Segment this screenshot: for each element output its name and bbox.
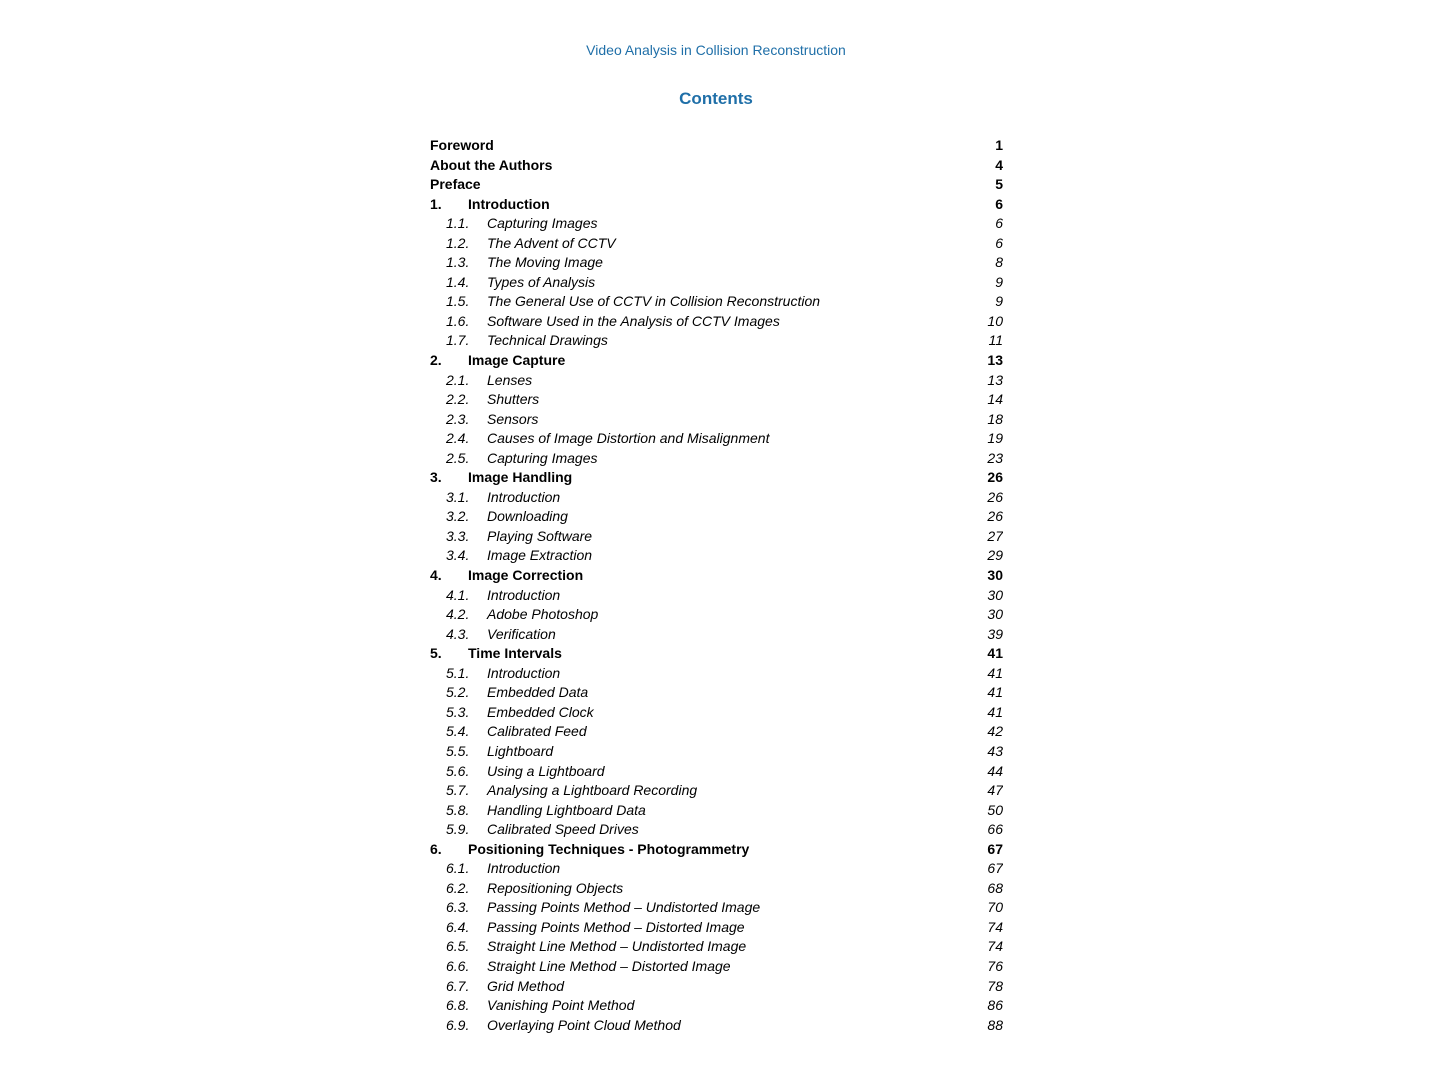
toc-entry-number: 2.2. [446, 391, 470, 408]
toc-entry[interactable] [430, 566, 1003, 586]
toc-entry-page-number: 30 [987, 567, 1003, 584]
toc-entry-number: 2.1. [446, 371, 470, 388]
toc-entry[interactable] [430, 546, 1003, 566]
toc-entry-label: Grid Method [487, 977, 565, 994]
toc-entry[interactable] [430, 253, 1003, 273]
toc-entry-page-number: 27 [987, 527, 1003, 544]
toc-entry-label: The Advent of CCTV [487, 234, 616, 251]
toc-entry-number: 2.4. [446, 430, 470, 447]
toc-entry[interactable] [430, 781, 1003, 801]
toc-entry-label: Technical Drawings [487, 332, 608, 349]
toc-entry-number: 6.6. [446, 957, 470, 974]
toc-entry[interactable] [430, 488, 1003, 508]
toc-entry-number: 6.8. [446, 997, 470, 1014]
toc-entry[interactable] [430, 762, 1003, 782]
toc-entry-label: Overlaying Point Cloud Method [487, 1016, 681, 1033]
toc-entry-page-number: 6 [995, 195, 1003, 212]
toc-entry-number: 1.7. [446, 332, 470, 349]
toc-entry[interactable] [430, 918, 1003, 938]
toc-entry-page-number: 41 [987, 645, 1003, 662]
toc-entry-number: 5. [430, 645, 442, 662]
toc-entry-label: Verification [487, 625, 556, 642]
toc-entry-number: 4.3. [446, 625, 470, 642]
toc-entry-page-number: 43 [987, 742, 1003, 759]
toc-entry[interactable] [430, 234, 1003, 254]
toc-entry-label: Introduction [487, 586, 561, 603]
toc-entry-page-number: 30 [987, 606, 1003, 623]
toc-entry[interactable] [430, 703, 1003, 723]
toc-entry-number: 1.2. [446, 234, 470, 251]
toc-entry[interactable] [430, 859, 1003, 879]
toc-entry-label: Calibrated Feed [487, 723, 587, 740]
toc-entry-label: Preface [430, 176, 481, 193]
toc-entry[interactable] [430, 722, 1003, 742]
toc-entry-number: 4.2. [446, 606, 470, 623]
toc-entry-label: Straight Line Method – Undistorted Image [487, 938, 747, 955]
toc-entry-page-number: 78 [987, 977, 1003, 994]
toc-entry[interactable] [430, 429, 1003, 449]
toc-entry[interactable] [430, 312, 1003, 332]
toc-entry-number: 4. [430, 567, 442, 584]
toc-entry-page-number: 44 [987, 762, 1003, 779]
toc-entry-page-number: 18 [987, 410, 1003, 427]
toc-entry[interactable] [430, 742, 1003, 762]
toc-entry-page-number: 26 [987, 488, 1003, 505]
toc-entry[interactable] [430, 214, 1003, 234]
toc-entry-page-number: 14 [987, 391, 1003, 408]
toc-entry[interactable] [430, 644, 1003, 664]
toc-entry-label: The Moving Image [487, 254, 603, 271]
toc-entry-page-number: 9 [995, 273, 1003, 290]
toc-entry-page-number: 30 [987, 586, 1003, 603]
toc-entry[interactable] [430, 136, 1003, 156]
toc-entry-number: 3.2. [446, 508, 470, 525]
toc-entry-label: Foreword [430, 137, 494, 153]
toc-entry-label: Handling Lightboard Data [487, 801, 646, 818]
toc-entry[interactable] [430, 586, 1003, 606]
toc-entry-number: 6.9. [446, 1016, 470, 1033]
toc-entry[interactable] [430, 390, 1003, 410]
toc-entry[interactable] [430, 801, 1003, 821]
toc-entry[interactable] [430, 410, 1003, 430]
toc-entry-number: 1. [430, 195, 442, 212]
toc-entry-number: 3. [430, 469, 442, 486]
running-header: Video Analysis in Collision Reconstruction [586, 42, 846, 58]
toc-entry[interactable] [430, 449, 1003, 469]
toc-entry-page-number: 6 [995, 234, 1003, 251]
toc-entry[interactable] [430, 292, 1003, 312]
toc-entry-page-number: 29 [987, 547, 1003, 564]
toc-entry[interactable] [430, 625, 1003, 645]
toc-entry-page-number: 67 [987, 840, 1003, 857]
toc-entry-label: Repositioning Objects [487, 879, 624, 896]
toc-entry-label: Image Handling [468, 469, 573, 486]
toc-entry[interactable] [430, 820, 1003, 840]
toc-entry[interactable] [430, 996, 1003, 1016]
toc-entry-label: Playing Software [487, 527, 593, 544]
toc-entry[interactable] [430, 898, 1003, 918]
toc-entry[interactable] [430, 664, 1003, 684]
toc-entry-label: Causes of Image Distortion and Misalignment [487, 430, 770, 447]
toc-entry-label: Straight Line Method – Distorted Image [487, 957, 731, 974]
toc-entry-number: 5.1. [446, 664, 470, 681]
toc-entry-page-number: 4 [995, 156, 1003, 173]
toc-entry-label: Analysing a Lightboard Recording [487, 782, 698, 799]
toc-entry[interactable] [430, 468, 1003, 488]
toc-entry-number: 2.3. [446, 410, 470, 427]
toc-entry-label: Embedded Data [487, 684, 589, 701]
toc-entry-page-number: 88 [987, 1016, 1003, 1033]
toc-entry-number: 5.8. [446, 801, 470, 818]
toc-entry-page-number: 66 [987, 821, 1003, 838]
toc-entry-page-number: 5 [995, 176, 1003, 193]
toc-entry-number: 5.3. [446, 703, 470, 720]
toc-entry-label: Using a Lightboard [487, 762, 605, 779]
toc-entry-page-number: 41 [987, 664, 1003, 681]
toc-entry[interactable] [430, 957, 1003, 977]
toc-entry-number: 6.2. [446, 879, 470, 896]
toc-entry[interactable] [430, 156, 1003, 176]
toc-entry-page-number: 26 [987, 508, 1003, 525]
toc-entry-page-number: 9 [995, 293, 1003, 310]
toc-entry-page-number: 19 [987, 430, 1003, 447]
toc-entry-page-number: 76 [987, 957, 1003, 974]
toc-entry-label: Adobe Photoshop [487, 606, 599, 623]
toc-entry-number: 4.1. [446, 586, 470, 603]
toc-entry-page-number: 70 [987, 899, 1003, 916]
toc-entry[interactable] [430, 371, 1003, 391]
toc-entry-number: 6.4. [446, 918, 470, 935]
toc-entry-page-number: 47 [987, 782, 1003, 799]
toc-entry[interactable] [430, 977, 1003, 997]
page-title: Contents [679, 89, 753, 108]
toc-entry-page-number: 41 [987, 703, 1003, 720]
toc-entry-label: Introduction [468, 195, 550, 212]
toc-entry-label: Embedded Clock [487, 703, 594, 720]
toc-entry-label: Capturing Images [487, 449, 598, 466]
toc-entry-page-number: 67 [987, 860, 1003, 877]
toc-entry-label: Introduction [487, 488, 561, 505]
toc-entry[interactable] [430, 683, 1003, 703]
toc-entry-page-number: 39 [987, 625, 1003, 642]
toc-entry-page-number: 74 [987, 938, 1003, 955]
toc-entry-label: Passing Points Method – Distorted Image [487, 918, 745, 935]
toc-entry[interactable] [430, 879, 1003, 899]
toc-entry[interactable] [430, 175, 1003, 195]
toc-entry-number: 5.5. [446, 742, 470, 759]
toc-entry-number: 3.3. [446, 527, 470, 544]
toc-entry-number: 6. [430, 840, 442, 857]
toc-entry[interactable] [430, 840, 1003, 860]
toc-entry-page-number: 11 [988, 332, 1003, 349]
toc-entry-page-number: 8 [995, 254, 1003, 271]
toc-entry-label: About the Authors [430, 156, 553, 173]
table-of-contents [430, 136, 1003, 1035]
toc-entry-label: Lightboard [487, 742, 554, 759]
toc-entry-page-number: 26 [987, 469, 1003, 486]
toc-entry[interactable] [430, 331, 1003, 351]
toc-entry-label: Downloading [487, 508, 568, 525]
toc-entry-number: 2. [430, 352, 442, 369]
toc-entry-page-number: 6 [995, 215, 1003, 232]
toc-entry-label: Image Capture [468, 352, 566, 369]
toc-entry-number: 5.6. [446, 762, 470, 779]
toc-entry-page-number: 23 [987, 449, 1003, 466]
toc-entry-label: Passing Points Method – Undistorted Image [487, 899, 761, 916]
toc-entry-label: Vanishing Point Method [487, 997, 635, 1014]
toc-entry[interactable] [430, 1016, 1003, 1036]
toc-entry-label: Calibrated Speed Drives [487, 821, 639, 838]
toc-entry-page-number: 41 [987, 684, 1003, 701]
toc-entry-label: Introduction [487, 664, 561, 681]
toc-entry-label: Image Correction [468, 567, 584, 584]
toc-entry-number: 1.3. [446, 254, 470, 271]
toc-entry-page-number: 50 [987, 801, 1003, 818]
toc-entry-page-number: 13 [987, 352, 1003, 369]
toc-entry[interactable] [430, 273, 1003, 293]
toc-entry-label: Shutters [487, 391, 540, 408]
toc-entry-label: Introduction [487, 860, 561, 877]
toc-entry-number: 6.5. [446, 938, 470, 955]
toc-entry-page-number: 74 [987, 918, 1003, 935]
toc-entry-number: 5.7. [446, 782, 470, 799]
toc-entry-number: 5.4. [446, 723, 470, 740]
toc-entry-page-number: 10 [987, 312, 1003, 329]
toc-entry-label: Sensors [487, 410, 539, 427]
toc-entry-number: 2.5. [446, 449, 470, 466]
toc-entry[interactable] [430, 937, 1003, 957]
toc-entry[interactable] [430, 527, 1003, 547]
toc-entry-number: 1.5. [446, 293, 470, 310]
toc-entry-number: 1.4. [446, 273, 470, 290]
toc-entry-page-number: 42 [987, 723, 1003, 740]
toc-entry-number: 6.7. [446, 977, 470, 994]
toc-entry-label: Positioning Techniques - Photogrammetry [468, 840, 750, 857]
toc-entry[interactable] [430, 605, 1003, 625]
toc-entry[interactable] [430, 507, 1003, 527]
toc-entry-page-number: 86 [987, 997, 1003, 1014]
toc-entry-page-number: 1 [995, 137, 1003, 153]
toc-entry[interactable] [430, 195, 1003, 215]
toc-entry-number: 3.4. [446, 547, 470, 564]
toc-entry-number: 1.1. [446, 215, 470, 232]
toc-entry[interactable] [430, 351, 1003, 371]
toc-entry-label: Time Intervals [468, 645, 562, 662]
toc-entry-number: 5.2. [446, 684, 470, 701]
toc-entry-page-number: 13 [987, 371, 1003, 388]
toc-entry-number: 5.9. [446, 821, 470, 838]
toc-entry-label: The General Use of CCTV in Collision Reconstruction [487, 293, 821, 310]
toc-entry-label: Software Used in the Analysis of CCTV Images [487, 312, 780, 329]
toc-entry-page-number: 68 [987, 879, 1003, 896]
toc-entry-number: 1.6. [446, 312, 470, 329]
toc-entry-label: Types of Analysis [487, 273, 596, 290]
toc-entry-label: Image Extraction [487, 547, 593, 564]
toc-entry-number: 6.3. [446, 899, 470, 916]
toc-entry-label: Capturing Images [487, 215, 598, 232]
toc-entry-number: 3.1. [446, 488, 470, 505]
toc-entry-label: Lenses [487, 371, 533, 388]
toc-entry-number: 6.1. [446, 860, 470, 877]
